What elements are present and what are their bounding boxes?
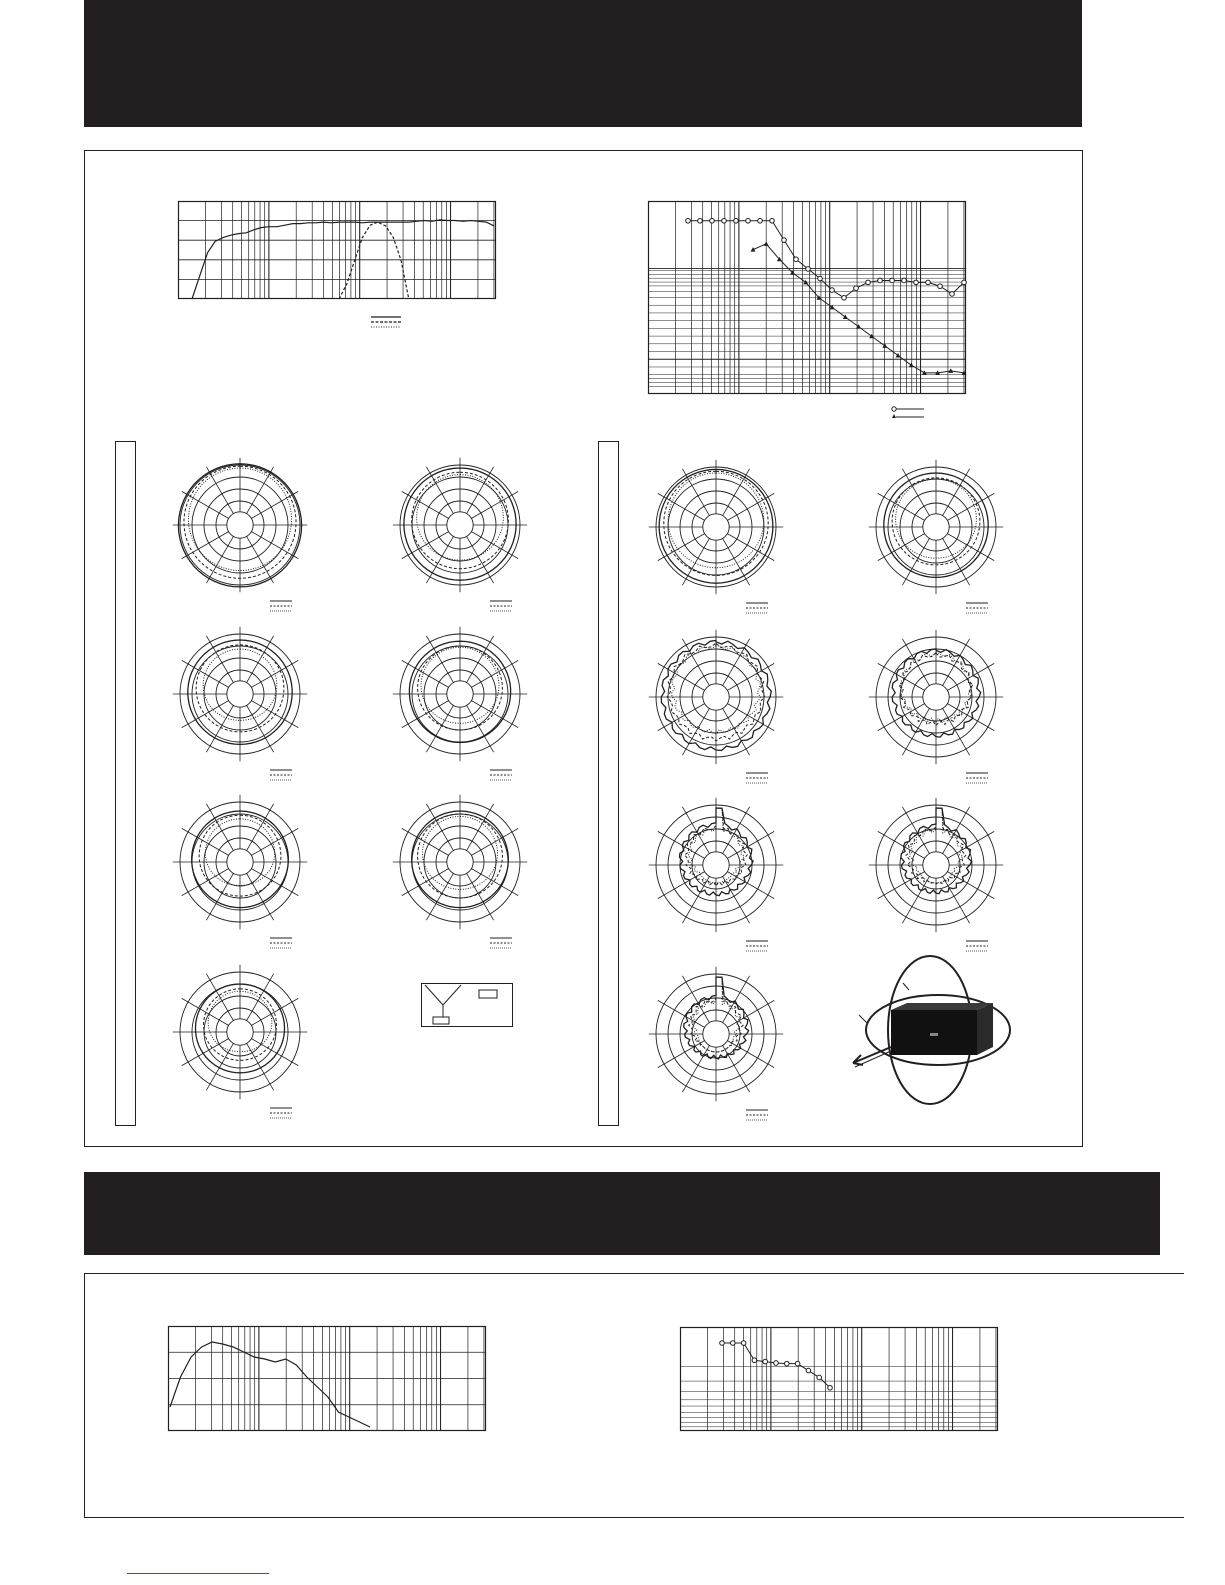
speaker-side: [977, 1003, 993, 1055]
polar-ring: [703, 514, 729, 540]
polar-plot: [869, 798, 1003, 951]
polar-plot: [649, 460, 783, 613]
polar-ring: [447, 681, 473, 707]
data-point-circle: [763, 1359, 768, 1364]
polar-ring: [227, 681, 253, 707]
data-point-circle: [731, 1341, 736, 1346]
data-point-circle: [806, 1368, 811, 1373]
speaker-front: [891, 1010, 977, 1055]
polar-ring: [923, 852, 949, 878]
axis-arrow: [853, 1047, 891, 1065]
speaker-logo: [930, 1033, 938, 1036]
driver-left: [433, 1017, 449, 1024]
polar-plot: [869, 630, 1003, 783]
bottom-banner: [84, 1172, 1160, 1255]
lower-frequency-chart: [168, 1326, 486, 1431]
polar-plot: [173, 458, 307, 611]
polar-plot: [173, 965, 307, 1118]
polar-plot: [173, 795, 307, 948]
polar-plot: [869, 460, 1003, 613]
polar-ring: [703, 684, 729, 710]
speaker-top: [891, 1003, 993, 1010]
polar-plot: [649, 630, 783, 783]
speaker-illustration: [845, 955, 1025, 1110]
speaker-diagram: [421, 983, 513, 1027]
polar-plot: [393, 627, 527, 780]
data-point-circle: [720, 1341, 725, 1346]
data-point-circle: [785, 1361, 790, 1366]
polar-plot: [649, 967, 783, 1120]
lower-impedance-chart: [680, 1327, 998, 1431]
data-point-circle: [774, 1361, 779, 1366]
polar-ring: [447, 512, 473, 538]
label-leader-2: [859, 1015, 867, 1023]
data-point-circle: [741, 1341, 746, 1346]
polar-curve: [892, 649, 981, 737]
data-point-circle: [752, 1358, 757, 1363]
polar-plot: [649, 798, 783, 951]
data-point-circle: [795, 1361, 800, 1366]
polar-ring: [447, 849, 473, 875]
label-leader-1: [903, 983, 909, 990]
driver-right: [479, 990, 497, 998]
polar-ring: [227, 849, 253, 875]
data-point-circle: [817, 1375, 822, 1380]
polar-ring: [923, 514, 949, 540]
data-point-circle: [828, 1385, 833, 1390]
polar-ring: [703, 1021, 729, 1047]
polar-plot: [393, 795, 527, 948]
polar-ring: [703, 852, 729, 878]
polar-ring: [923, 684, 949, 710]
polar-plot: [393, 458, 527, 611]
polar-ring: [227, 1019, 253, 1045]
polar-plot: [173, 627, 307, 780]
polar-ring: [227, 512, 253, 538]
footer-link[interactable]: [127, 1573, 269, 1574]
